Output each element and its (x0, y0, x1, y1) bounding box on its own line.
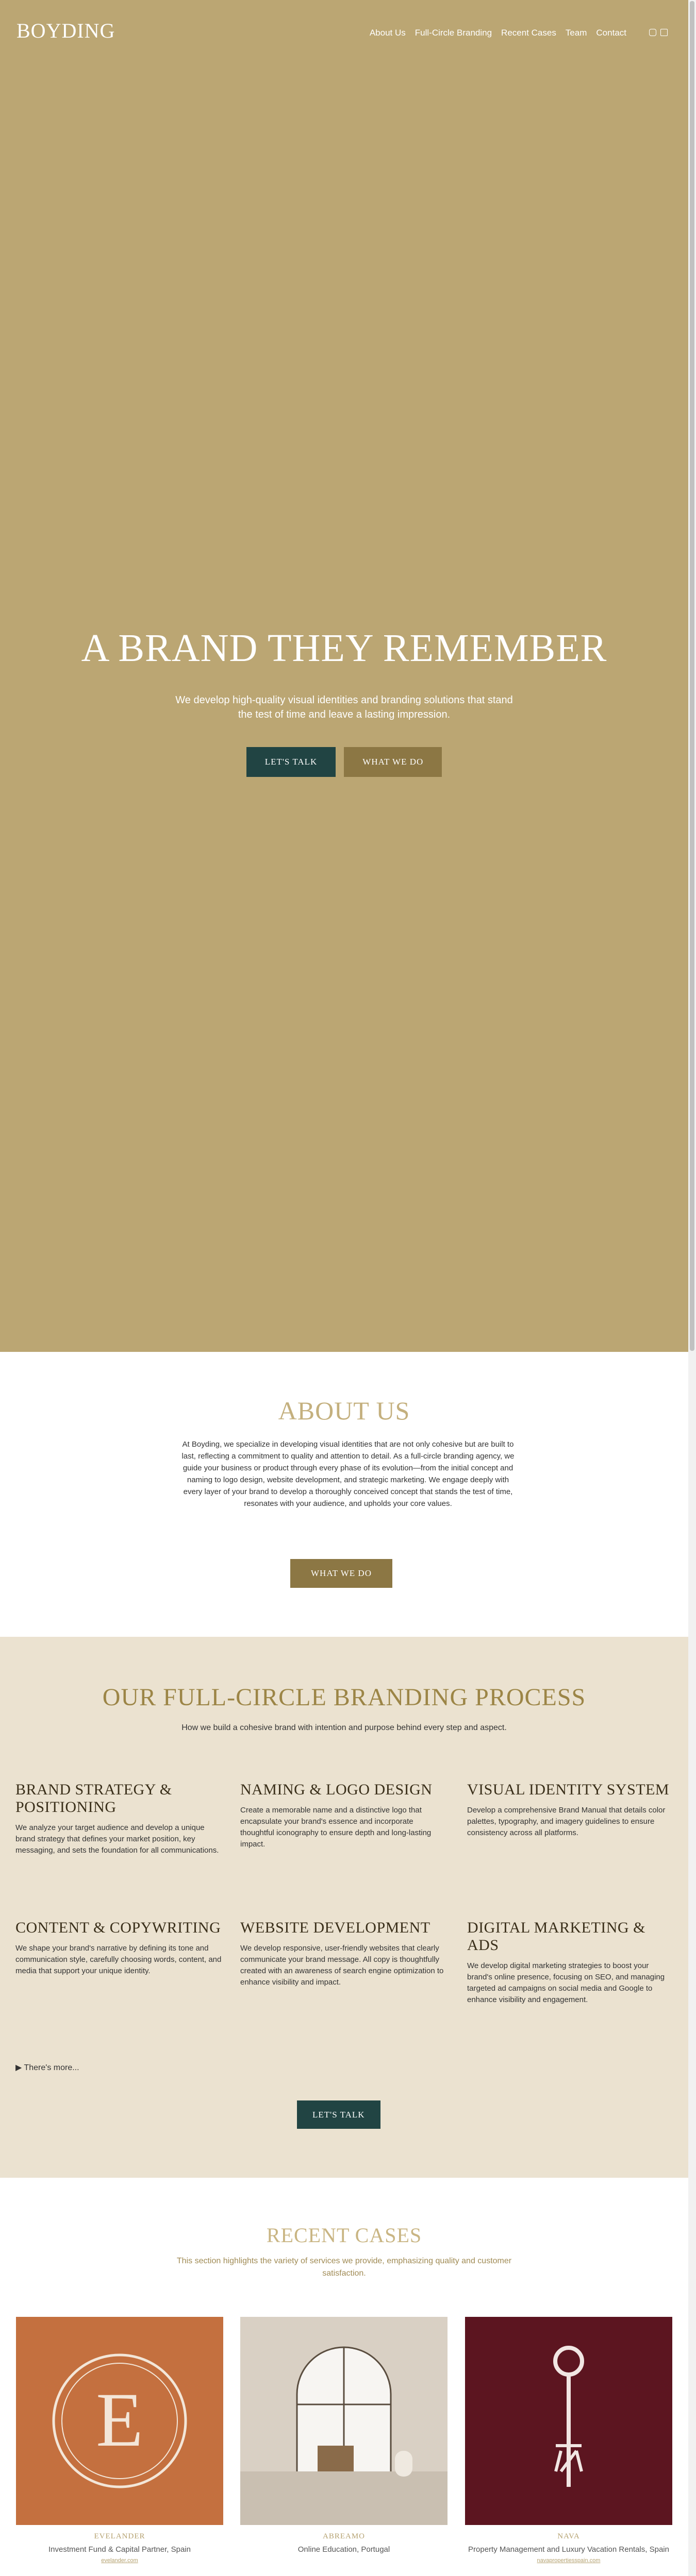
step-text: We analyze your target audience and develop a unique brand strategy that defines your market position, key messaging, and sets the foundation for all communications. (15, 1823, 219, 1855)
case-name: ABREAMO (322, 2532, 365, 2540)
more-toggle[interactable] (15, 2062, 79, 2073)
step-text: Create a memorable name and a distinctive logo that encapsulate your brand's essence and incorporate thoughtful iconography to ensure depth and long-lasting impact. (240, 1806, 432, 1849)
case-name: NAVA (557, 2532, 580, 2540)
hero-subtitle: We develop high-quality visual identities and branding solutions that stand the test of time and leave a lasting impression. (175, 694, 513, 720)
cases-subtitle: This section highlights the variety of services we provide, emphasizing quality and customer satisfaction. (176, 2257, 512, 2278)
about-section (0, 1352, 688, 1637)
nav-branding[interactable]: Full-Circle Branding (415, 28, 492, 38)
linkedin-icon[interactable] (660, 29, 668, 36)
more-label: There's more... (24, 2063, 79, 2072)
step-title: WEBSITE DEVELOPMENT (240, 1919, 430, 1936)
case-desc: Property Management and Luxury Vacation Rentals, Spain (468, 2545, 669, 2554)
case-name: EVELANDER (94, 2532, 145, 2540)
svg-text:E: E (96, 2377, 143, 2463)
step-text: We develop responsive, user-friendly websites that clearly communicate your brand message. All copy is thoughtfully created with an awareness of search engine optimization to enhance visibility and impact. (240, 1944, 444, 1987)
hero-title: A BRAND THEY REMEMBER (81, 626, 607, 670)
case-image-nava[interactable] (465, 2317, 672, 2525)
step-title: VISUAL IDENTITY SYSTEM (467, 1781, 670, 1798)
process-step (15, 1781, 222, 1856)
step-text: We shape your brand's narrative by defining its tone and communication style, carefully choosing words, content, and media that support your unique identity. (15, 1944, 222, 1975)
cases-section (0, 2178, 688, 2576)
nav-contact[interactable]: Contact (596, 28, 626, 38)
step-title: NAMING & LOGO DESIGN (240, 1781, 433, 1798)
cases-title: RECENT CASES (266, 2224, 422, 2247)
scrollbar-thumb[interactable] (690, 1, 694, 1351)
hero-buttons (0, 747, 688, 777)
lets-talk-button[interactable]: LET'S TALK (246, 747, 336, 777)
step-title: BRAND STRATEGY & POSITIONING (15, 1781, 172, 1816)
nava-key-icon (465, 2317, 672, 2525)
process-title: OUR FULL-CIRCLE BRANDING PROCESS (102, 1684, 586, 1711)
what-we-do-button[interactable]: WHAT WE DO (344, 747, 442, 777)
instagram-icon[interactable] (649, 29, 656, 36)
case-image-abreamo[interactable] (240, 2317, 448, 2525)
process-step (240, 1919, 446, 1988)
process-step (467, 1919, 673, 2006)
case-image-evelander[interactable] (16, 2317, 223, 2525)
triangle-right-icon: ▶ (15, 2063, 22, 2072)
main-nav (370, 28, 626, 38)
step-text: We develop digital marketing strategies to boost your brand's online presence, focusing on SEO, and managing targeted ad campaigns on social media and Google to enhance visibility and engagement. (467, 1961, 665, 2004)
scrollbar[interactable] (688, 0, 696, 2576)
case-link[interactable]: navapropertiesspain.com (537, 2557, 601, 2564)
case-card[interactable] (465, 2317, 672, 2564)
nav-team[interactable]: Team (565, 28, 587, 38)
social-links (649, 29, 668, 36)
case-link[interactable]: evelander.com (101, 2557, 138, 2564)
case-card[interactable] (240, 2317, 448, 2555)
process-step (467, 1781, 673, 1839)
case-desc: Online Education, Portugal (297, 2545, 390, 2554)
process-step (15, 1919, 222, 1977)
nav-about[interactable]: About Us (369, 28, 406, 38)
abreamo-arch-icon (240, 2317, 448, 2525)
step-title: CONTENT & COPYWRITING (15, 1919, 221, 1936)
about-text: At Boyding, we specialize in developing visual identities that are not only cohesive but are built to last, reflecting a commitment to quality and attention to detail. As a full-circle branding agency, we guide your business or product through every phase of its evolution—from the initial concept and naming to logo design, website development, and strategic marketing. We engage deeply with every layer of your brand to develop a thoroughly conceived concept that stands the test of time, resonates with your audience, and upholds your core values. (181, 1440, 515, 1508)
about-what-we-do-button[interactable]: WHAT WE DO (290, 1559, 392, 1588)
step-title: DIGITAL MARKETING & ADS (467, 1919, 645, 1954)
process-section (0, 1637, 688, 2178)
step-text: Develop a comprehensive Brand Manual that details color palettes, typography, and imagery guidelines to ensure consistency across all platforms. (467, 1806, 666, 1837)
process-step (240, 1781, 446, 1850)
nav-cases[interactable]: Recent Cases (501, 28, 556, 38)
brand-logo[interactable]: BOYDING (16, 19, 115, 42)
process-lets-talk-button[interactable]: LET'S TALK (297, 2100, 380, 2129)
about-title: ABOUT US (278, 1396, 410, 1425)
process-subtitle: How we build a cohesive brand with intention and purpose behind every step and aspect. (181, 1723, 507, 1732)
evelander-logo-icon (16, 2317, 223, 2525)
case-card[interactable] (16, 2317, 223, 2564)
case-desc: Investment Fund & Capital Partner, Spain (48, 2545, 191, 2554)
